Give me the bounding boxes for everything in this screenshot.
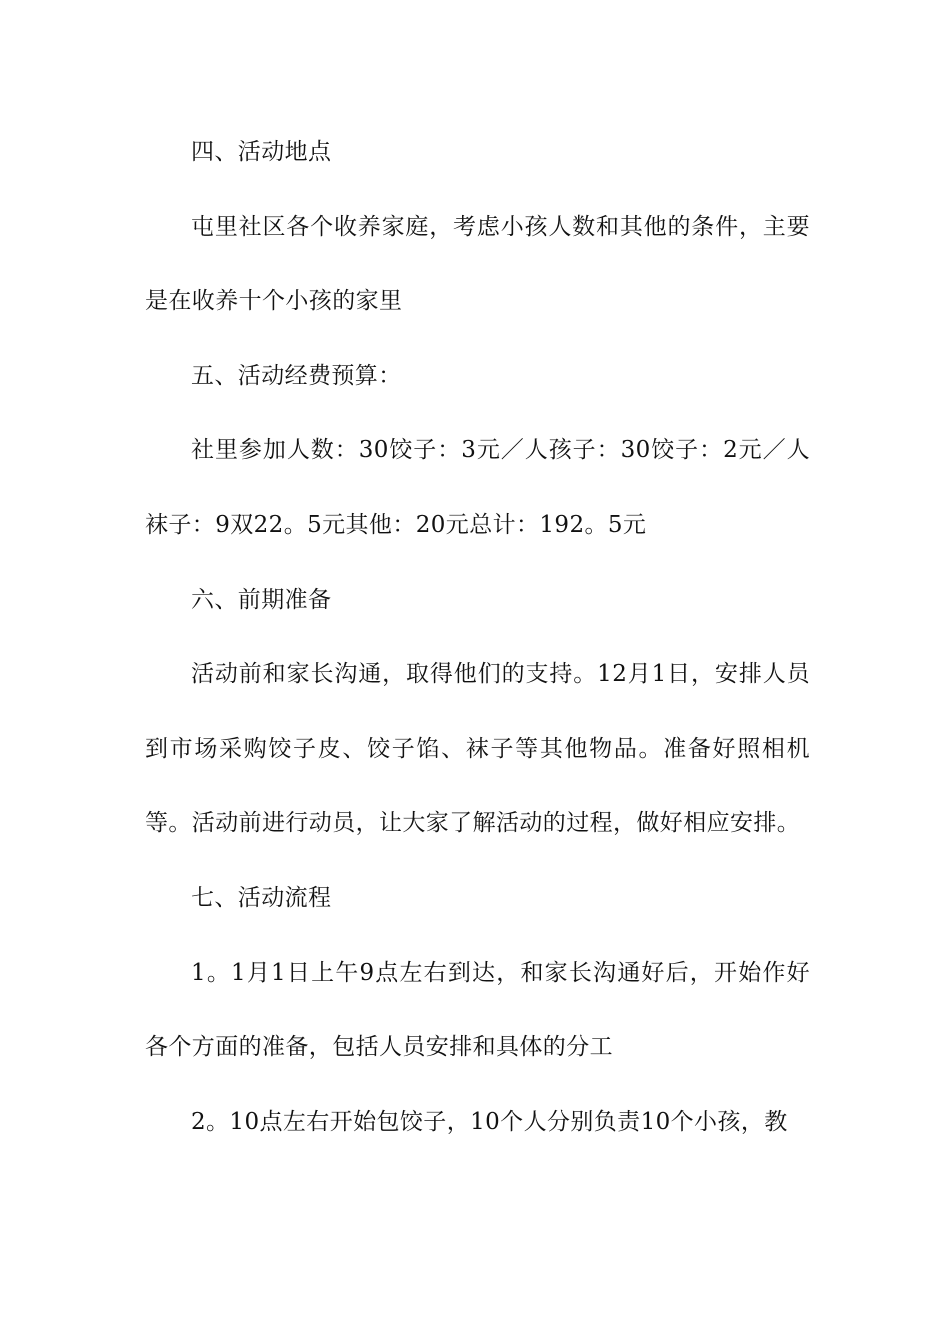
section-heading-location: 四、活动地点 — [191, 139, 332, 165]
paragraph-location: 屯里社区各个收养家庭，考虑小孩人数和其他的条件，主要是在收养十个小孩的家里 — [145, 213, 810, 315]
paragraph-budget: 社里参加人数：30饺子：3元／人孩子：30饺子：2元／人袜子：9双22。5元其他：20元总计：192。5元 — [145, 437, 810, 538]
paragraph-process-step-1: 1。1月1日上午9点左右到达，和家长沟通好后，开始作好各个方面的准备，包括人员安排和具体的分工 — [145, 959, 810, 1061]
paragraph-preparation: 活动前和家长沟通，取得他们的支持。12月1日，安排人员到市场采购饺子皮、饺子馅、袜子等其他物品。准备好照相机等。活动前进行动员，让大家了解活动的过程，做好相应安排。 — [145, 661, 810, 837]
paragraph-process-step-2: 2。10点左右开始包饺子，10个人分别负责10个小孩，教 — [191, 1108, 788, 1135]
document-body — [145, 115, 810, 1159]
section-heading-process: 七、活动流程 — [191, 884, 332, 911]
section-heading-budget: 五、活动经费预算： — [191, 362, 402, 389]
section-heading-preparation: 六、前期准备 — [191, 586, 332, 613]
